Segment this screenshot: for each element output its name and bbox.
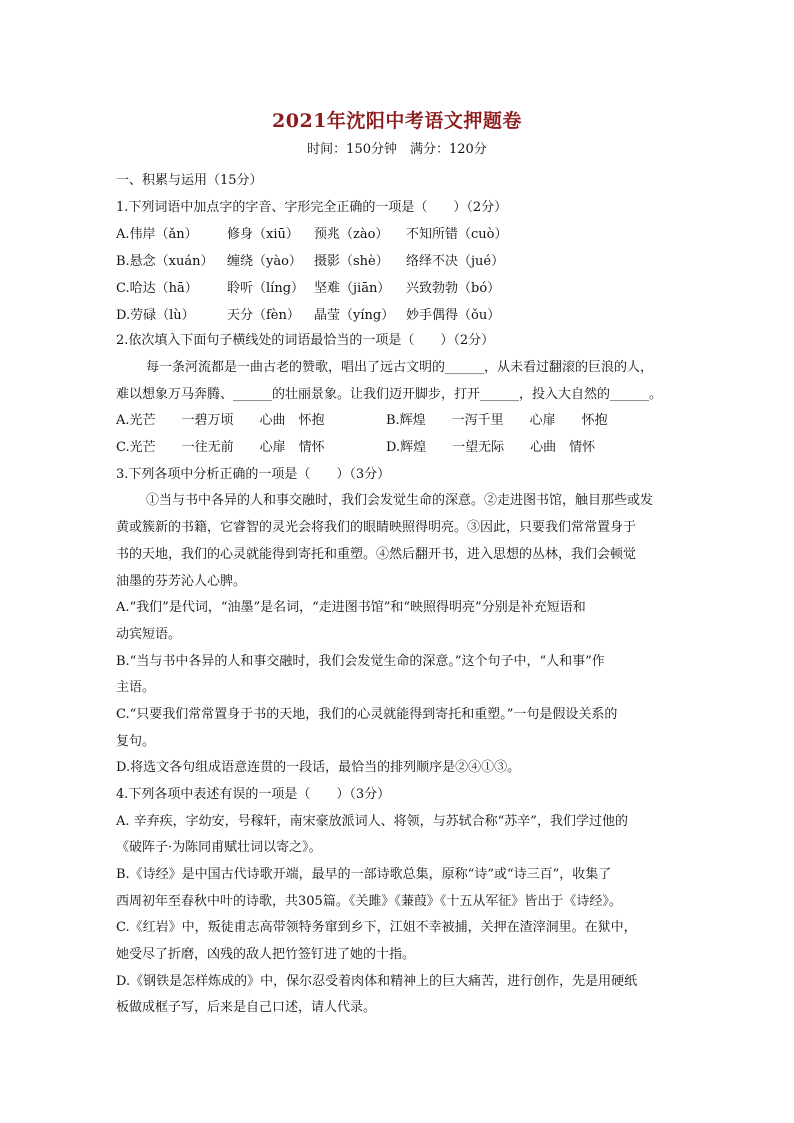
exam-time-info: 时间：150分钟 满分：120分 bbox=[307, 142, 487, 157]
q1-option-word: 坚难（jiān） bbox=[314, 281, 391, 296]
question-4-stem: 4.下列各项中表述有误的一项是（ ）（3分） bbox=[116, 787, 391, 802]
q4-option-c: C.《红岩》中，叛徒甫志高带领特务窜到乡下，江姐不幸被捕，关押在渣滓洞里。在狱中， bbox=[116, 920, 637, 935]
q1-option-word: 晶莹（yíng） bbox=[314, 308, 395, 323]
q4-option-b: B.《诗经》是中国古代诗歌开端，最早的一部诗歌总集，原称“诗”或“诗三百”，收集了 bbox=[116, 867, 612, 882]
q1-option-word: 预兆（zào） bbox=[314, 227, 389, 242]
q3-passage-line: ①当与书中各异的人和事交融时，我们会发觉生命的深意。②走进图书馆，触目那些或发 bbox=[146, 493, 654, 508]
q2-option-row bbox=[116, 439, 716, 457]
q1-option-row bbox=[116, 280, 716, 298]
question-1-stem: 1.下列词语中加点字的字音、字形完全正确的一项是（ ）（2分） bbox=[116, 200, 508, 215]
q2-option: B.辉煌 一泻千里 心扉 怀抱 bbox=[386, 413, 608, 428]
q2-option: C.光芒 一往无前 心扉 情怀 bbox=[116, 440, 325, 455]
q3-passage-line: 黄或簇新的书籍，它睿智的灵光会将我们的眼睛映照得明亮。③因此，只要我们常常置身于 bbox=[116, 520, 637, 535]
q1-option-word: 妙手偶得（ǒu） bbox=[406, 308, 501, 323]
q3-passage-line: 油墨的芬芳沁人心脾。 bbox=[116, 574, 247, 589]
question-3-stem: 3.下列各项中分析正确的一项是（ ）（3分） bbox=[116, 467, 391, 482]
q1-option-word: 聆听（líng） bbox=[227, 281, 305, 296]
q2-passage-line: 难以想象万马奔腾、______的壮丽景象。让我们迈开脚步，打开______，投入大自然的______。 bbox=[116, 387, 663, 402]
q1-option-word: C.哈达（hā） bbox=[116, 281, 198, 296]
q4-option-d: D.《钢铁是怎样炼成的》中，保尔忍受着肉体和精神上的巨大痛苦，进行创作，先是用硬纸 bbox=[116, 974, 638, 989]
q1-option-word: A.伟岸（ǎn） bbox=[116, 227, 198, 242]
q2-passage-line: 每一条河流都是一曲古老的赞歌，唱出了远古文明的______，从未看过翻滚的巨浪的人， bbox=[146, 360, 654, 375]
q1-option-word: D.劳碌（lù） bbox=[116, 308, 195, 323]
question-2-stem: 2.依次填入下面句子横线处的词语最恰当的一项是（ ）（2分） bbox=[116, 333, 495, 348]
q2-option-row bbox=[116, 412, 716, 430]
q1-option-word: B.悬念（xuán） bbox=[116, 254, 214, 269]
q1-option-row bbox=[116, 253, 716, 271]
q2-option: D.辉煌 一望无际 心曲 情怀 bbox=[386, 440, 596, 455]
q1-option-word: 缠绕（yào） bbox=[227, 254, 302, 269]
q3-option-a: A.“我们”是代词，“油墨”是名词，“走进图书馆”和“映照得明亮”分别是补充短语和 bbox=[116, 600, 586, 615]
q3-option-b-cont: 主语。 bbox=[116, 680, 156, 695]
q3-option-d: D.将选文各句组成语意连贯的一段话，最恰当的排列顺序是②④①③。 bbox=[116, 760, 521, 775]
q3-option-b: B.“当与书中各异的人和事交融时，我们会发觉生命的深意。”这个句子中，“人和事”作 bbox=[116, 654, 605, 669]
q4-option-b-cont: 西周初年至春秋中叶的诗歌，共305篇。《关雎》《蒹葭》《十五从军征》皆出于《诗经》。 bbox=[116, 894, 622, 909]
q1-option-word: 兴致勃勃（bó） bbox=[406, 281, 501, 296]
q1-option-word: 天分（fèn） bbox=[227, 308, 300, 323]
q4-option-a-cont: 《破阵子·为陈同甫赋壮词以寄之》。 bbox=[116, 840, 322, 855]
page-title: 2021年沈阳中考语文押题卷 bbox=[272, 110, 522, 132]
q1-option-word: 修身（xiū） bbox=[227, 227, 299, 242]
q1-option-row bbox=[116, 307, 716, 325]
q1-option-word: 不知所错（cuò） bbox=[406, 227, 508, 242]
q2-option: A.光芒 一碧万顷 心曲 怀抱 bbox=[116, 413, 325, 428]
q1-option-word: 络绎不决（jué） bbox=[406, 254, 505, 269]
q3-option-c: C.“只要我们常常置身于书的天地，我们的心灵就能得到寄托和重塑。”一句是假设关系的 bbox=[116, 707, 618, 722]
q3-passage-line: 书的天地，我们的心灵就能得到寄托和重塑。④然后翻开书，进入思想的丛林，我们会顿觉 bbox=[116, 547, 637, 562]
q3-option-a-cont: 动宾短语。 bbox=[116, 627, 182, 642]
q3-option-c-cont: 复句。 bbox=[116, 734, 156, 749]
q4-option-a: A. 辛弃疾，字幼安，号稼轩，南宋豪放派词人、将领，与苏轼合称“苏辛”，我们学过他的 bbox=[116, 814, 628, 829]
q1-option-row bbox=[116, 226, 716, 244]
q1-option-word: 摄影（shè） bbox=[314, 254, 389, 269]
q4-option-c-cont: 她受尽了折磨，凶残的敌人把竹签钉进了她的十指。 bbox=[116, 947, 416, 962]
section-heading: 一、积累与运用（15分） bbox=[116, 173, 263, 188]
q4-option-d-cont: 板做成框子写，后来是自己口述，请人代录。 bbox=[116, 1000, 377, 1015]
